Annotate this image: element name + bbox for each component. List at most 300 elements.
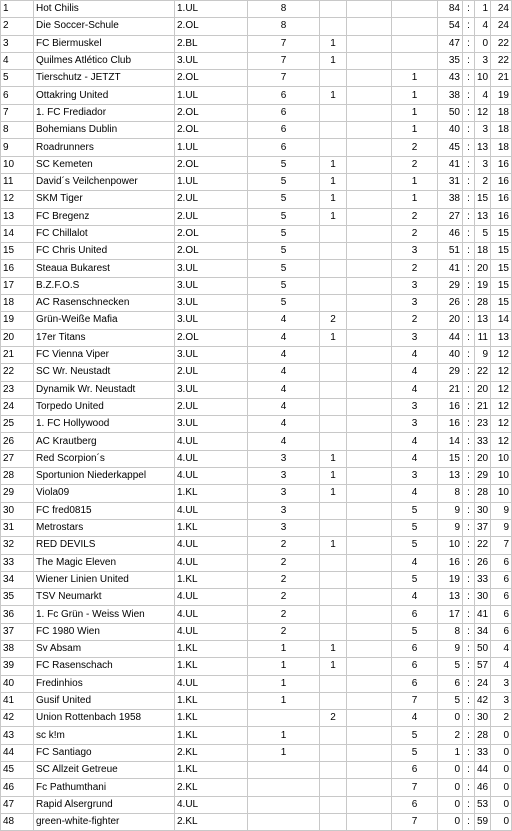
draws-cell (320, 623, 347, 640)
losses-cell: 2 (392, 260, 438, 277)
goals-against-cell: 28 (475, 295, 491, 312)
team-name-cell: Die Soccer-Schule (34, 18, 175, 35)
rank-cell: 21 (1, 346, 34, 363)
goals-against-cell: 18 (475, 243, 491, 260)
col6-cell (347, 312, 392, 329)
losses-cell: 3 (392, 416, 438, 433)
table-row (1, 329, 512, 346)
points-cell: 10 (491, 468, 512, 485)
team-name-cell: FC Chris United (34, 243, 175, 260)
goals-separator: : (463, 744, 475, 761)
league-cell: 2.KL (175, 813, 248, 830)
team-name-cell: green-white-fighter (34, 813, 175, 830)
points-cell: 16 (491, 208, 512, 225)
wins-cell: 2 (248, 623, 320, 640)
points-cell: 12 (491, 381, 512, 398)
wins-cell: 5 (248, 156, 320, 173)
draws-cell: 1 (320, 52, 347, 69)
points-cell: 15 (491, 295, 512, 312)
team-name-cell: Gusif United (34, 692, 175, 709)
team-name-cell: Quilmes Atlético Club (34, 52, 175, 69)
league-cell: 1.UL (175, 1, 248, 18)
standings-body (1, 1, 512, 831)
rank-cell: 23 (1, 381, 34, 398)
rank-cell: 19 (1, 312, 34, 329)
rank-cell: 12 (1, 191, 34, 208)
team-name-cell: FC Bregenz (34, 208, 175, 225)
goals-against-cell: 13 (475, 208, 491, 225)
goals-for-cell: 0 (438, 796, 463, 813)
wins-cell (248, 796, 320, 813)
goals-for-cell: 8 (438, 623, 463, 640)
goals-for-cell: 8 (438, 485, 463, 502)
goals-against-cell: 21 (475, 398, 491, 415)
goals-separator: : (463, 658, 475, 675)
draws-cell (320, 398, 347, 415)
draws-cell: 1 (320, 35, 347, 52)
team-name-cell: SC Kemeten (34, 156, 175, 173)
goals-against-cell: 24 (475, 675, 491, 692)
rank-cell: 27 (1, 450, 34, 467)
table-row (1, 779, 512, 796)
losses-cell: 3 (392, 329, 438, 346)
table-row (1, 796, 512, 813)
table-row (1, 485, 512, 502)
goals-against-cell: 11 (475, 329, 491, 346)
goals-against-cell: 28 (475, 485, 491, 502)
wins-cell: 6 (248, 87, 320, 104)
goals-against-cell: 4 (475, 87, 491, 104)
goals-for-cell: 47 (438, 35, 463, 52)
wins-cell: 5 (248, 243, 320, 260)
col6-cell (347, 381, 392, 398)
wins-cell: 2 (248, 554, 320, 571)
league-cell: 1.UL (175, 87, 248, 104)
table-row (1, 18, 512, 35)
wins-cell: 1 (248, 692, 320, 709)
wins-cell: 4 (248, 416, 320, 433)
losses-cell: 4 (392, 433, 438, 450)
col6-cell (347, 796, 392, 813)
table-row (1, 571, 512, 588)
col6-cell (347, 191, 392, 208)
losses-cell (392, 18, 438, 35)
losses-cell: 5 (392, 519, 438, 536)
draws-cell: 1 (320, 450, 347, 467)
draws-cell (320, 381, 347, 398)
points-cell: 21 (491, 70, 512, 87)
goals-separator: : (463, 606, 475, 623)
points-cell: 9 (491, 502, 512, 519)
col6-cell (347, 156, 392, 173)
losses-cell: 3 (392, 398, 438, 415)
league-cell: 1.KL (175, 710, 248, 727)
draws-cell: 1 (320, 87, 347, 104)
league-cell: 2.KL (175, 744, 248, 761)
wins-cell: 2 (248, 571, 320, 588)
goals-separator: : (463, 779, 475, 796)
goals-for-cell: 13 (438, 589, 463, 606)
losses-cell: 7 (392, 813, 438, 830)
league-cell: 2.OL (175, 104, 248, 121)
col6-cell (347, 70, 392, 87)
table-row (1, 156, 512, 173)
draws-cell (320, 744, 347, 761)
draws-cell (320, 104, 347, 121)
table-row (1, 260, 512, 277)
rank-cell: 47 (1, 796, 34, 813)
losses-cell: 4 (392, 710, 438, 727)
losses-cell: 5 (392, 502, 438, 519)
rank-cell: 11 (1, 173, 34, 190)
table-row (1, 537, 512, 554)
rank-cell: 4 (1, 52, 34, 69)
losses-cell: 6 (392, 762, 438, 779)
league-cell: 1.KL (175, 658, 248, 675)
draws-cell (320, 122, 347, 139)
league-cell: 2.UL (175, 208, 248, 225)
draws-cell (320, 502, 347, 519)
goals-against-cell: 9 (475, 346, 491, 363)
losses-cell: 5 (392, 744, 438, 761)
wins-cell: 3 (248, 450, 320, 467)
team-name-cell: FC Biermuskel (34, 35, 175, 52)
goals-separator: : (463, 70, 475, 87)
points-cell: 6 (491, 623, 512, 640)
goals-against-cell: 20 (475, 260, 491, 277)
team-name-cell: Hot Chilis (34, 1, 175, 18)
goals-for-cell: 10 (438, 537, 463, 554)
goals-for-cell: 0 (438, 779, 463, 796)
table-row (1, 692, 512, 709)
wins-cell: 1 (248, 675, 320, 692)
goals-against-cell: 10 (475, 70, 491, 87)
rank-cell: 29 (1, 485, 34, 502)
goals-against-cell: 44 (475, 762, 491, 779)
wins-cell: 6 (248, 104, 320, 121)
league-cell: 4.UL (175, 450, 248, 467)
wins-cell: 8 (248, 18, 320, 35)
table-row (1, 52, 512, 69)
losses-cell: 7 (392, 692, 438, 709)
rank-cell: 25 (1, 416, 34, 433)
goals-for-cell: 5 (438, 658, 463, 675)
rank-cell: 15 (1, 243, 34, 260)
points-cell: 22 (491, 35, 512, 52)
losses-cell: 3 (392, 295, 438, 312)
goals-separator: : (463, 675, 475, 692)
col6-cell (347, 87, 392, 104)
goals-separator: : (463, 295, 475, 312)
losses-cell: 4 (392, 364, 438, 381)
goals-against-cell: 4 (475, 18, 491, 35)
team-name-cell: 1. FC Frediador (34, 104, 175, 121)
table-row (1, 346, 512, 363)
table-row (1, 744, 512, 761)
goals-separator: : (463, 52, 475, 69)
col6-cell (347, 606, 392, 623)
wins-cell: 4 (248, 381, 320, 398)
goals-against-cell: 33 (475, 571, 491, 588)
points-cell: 6 (491, 589, 512, 606)
wins-cell: 3 (248, 502, 320, 519)
table-row (1, 554, 512, 571)
team-name-cell: Fc Pathumthani (34, 779, 175, 796)
goals-for-cell: 1 (438, 744, 463, 761)
wins-cell: 4 (248, 346, 320, 363)
goals-separator: : (463, 450, 475, 467)
rank-cell: 8 (1, 122, 34, 139)
table-row (1, 675, 512, 692)
wins-cell: 6 (248, 122, 320, 139)
league-cell: 4.UL (175, 589, 248, 606)
rank-cell: 20 (1, 329, 34, 346)
points-cell: 14 (491, 312, 512, 329)
table-row (1, 606, 512, 623)
losses-cell: 1 (392, 122, 438, 139)
league-cell: 1.KL (175, 692, 248, 709)
wins-cell: 1 (248, 744, 320, 761)
table-row (1, 173, 512, 190)
points-cell: 3 (491, 675, 512, 692)
goals-separator: : (463, 35, 475, 52)
table-row (1, 658, 512, 675)
goals-separator: : (463, 1, 475, 18)
goals-for-cell: 84 (438, 1, 463, 18)
goals-for-cell: 9 (438, 519, 463, 536)
wins-cell: 2 (248, 537, 320, 554)
wins-cell: 5 (248, 225, 320, 242)
goals-separator: : (463, 381, 475, 398)
league-cell: 1.UL (175, 139, 248, 156)
goals-for-cell: 14 (438, 433, 463, 450)
goals-against-cell: 30 (475, 710, 491, 727)
goals-separator: : (463, 225, 475, 242)
team-name-cell: FC fred0815 (34, 502, 175, 519)
col6-cell (347, 104, 392, 121)
league-cell: 2.UL (175, 398, 248, 415)
points-cell: 12 (491, 398, 512, 415)
losses-cell: 2 (392, 139, 438, 156)
col6-cell (347, 744, 392, 761)
goals-against-cell: 34 (475, 623, 491, 640)
rank-cell: 6 (1, 87, 34, 104)
draws-cell: 1 (320, 485, 347, 502)
team-name-cell: TSV Neumarkt (34, 589, 175, 606)
goals-for-cell: 40 (438, 346, 463, 363)
points-cell: 10 (491, 450, 512, 467)
goals-against-cell: 37 (475, 519, 491, 536)
losses-cell (392, 35, 438, 52)
draws-cell (320, 796, 347, 813)
league-cell: 3.UL (175, 295, 248, 312)
table-row (1, 312, 512, 329)
team-name-cell: The Magic Eleven (34, 554, 175, 571)
col6-cell (347, 139, 392, 156)
wins-cell: 1 (248, 658, 320, 675)
draws-cell (320, 18, 347, 35)
goals-against-cell: 13 (475, 139, 491, 156)
league-cell: 3.UL (175, 52, 248, 69)
league-cell: 3.UL (175, 277, 248, 294)
team-name-cell: SC Allzeit Getreue (34, 762, 175, 779)
table-row (1, 416, 512, 433)
rank-cell: 36 (1, 606, 34, 623)
wins-cell: 7 (248, 52, 320, 69)
team-name-cell: Fredinhios (34, 675, 175, 692)
goals-separator: : (463, 762, 475, 779)
col6-cell (347, 122, 392, 139)
league-cell: 4.UL (175, 554, 248, 571)
rank-cell: 31 (1, 519, 34, 536)
team-name-cell: B.Z.F.O.S (34, 277, 175, 294)
col6-cell (347, 519, 392, 536)
team-name-cell: Red Scorpion´s (34, 450, 175, 467)
losses-cell: 4 (392, 589, 438, 606)
col6-cell (347, 225, 392, 242)
goals-separator: : (463, 260, 475, 277)
table-row (1, 589, 512, 606)
league-cell: 2.OL (175, 225, 248, 242)
table-row (1, 208, 512, 225)
rank-cell: 33 (1, 554, 34, 571)
goals-for-cell: 51 (438, 243, 463, 260)
league-cell: 2.OL (175, 122, 248, 139)
losses-cell: 7 (392, 779, 438, 796)
col6-cell (347, 571, 392, 588)
wins-cell (248, 762, 320, 779)
league-cell: 1.KL (175, 485, 248, 502)
points-cell: 0 (491, 744, 512, 761)
goals-against-cell: 12 (475, 104, 491, 121)
losses-cell: 1 (392, 70, 438, 87)
col6-cell (347, 208, 392, 225)
col6-cell (347, 589, 392, 606)
points-cell: 22 (491, 52, 512, 69)
goals-for-cell: 46 (438, 225, 463, 242)
col6-cell (347, 468, 392, 485)
col6-cell (347, 727, 392, 744)
rank-cell: 34 (1, 571, 34, 588)
points-cell: 15 (491, 225, 512, 242)
points-cell: 16 (491, 156, 512, 173)
goals-separator: : (463, 277, 475, 294)
points-cell: 15 (491, 243, 512, 260)
rank-cell: 22 (1, 364, 34, 381)
goals-against-cell: 23 (475, 416, 491, 433)
goals-against-cell: 46 (475, 779, 491, 796)
team-name-cell: Sv Absam (34, 640, 175, 657)
goals-separator: : (463, 87, 475, 104)
wins-cell: 7 (248, 35, 320, 52)
team-name-cell: SKM Tiger (34, 191, 175, 208)
draws-cell (320, 571, 347, 588)
losses-cell: 2 (392, 312, 438, 329)
goals-for-cell: 16 (438, 398, 463, 415)
team-name-cell: David´s Veilchenpower (34, 173, 175, 190)
draws-cell (320, 364, 347, 381)
goals-against-cell: 0 (475, 35, 491, 52)
team-name-cell: Viola09 (34, 485, 175, 502)
goals-for-cell: 41 (438, 260, 463, 277)
table-row (1, 762, 512, 779)
table-row (1, 122, 512, 139)
draws-cell: 2 (320, 312, 347, 329)
draws-cell (320, 813, 347, 830)
losses-cell: 2 (392, 225, 438, 242)
losses-cell: 1 (392, 87, 438, 104)
goals-for-cell: 2 (438, 727, 463, 744)
rank-cell: 40 (1, 675, 34, 692)
league-cell: 3.UL (175, 346, 248, 363)
losses-cell: 4 (392, 485, 438, 502)
losses-cell: 4 (392, 346, 438, 363)
draws-cell (320, 295, 347, 312)
goals-separator: : (463, 537, 475, 554)
losses-cell: 3 (392, 243, 438, 260)
goals-against-cell: 33 (475, 744, 491, 761)
goals-for-cell: 54 (438, 18, 463, 35)
wins-cell: 4 (248, 329, 320, 346)
table-row (1, 87, 512, 104)
table-row (1, 813, 512, 830)
league-cell: 1.UL (175, 173, 248, 190)
team-name-cell: AC Krautberg (34, 433, 175, 450)
points-cell: 18 (491, 139, 512, 156)
team-name-cell: Union Rottenbach 1958 (34, 710, 175, 727)
rank-cell: 13 (1, 208, 34, 225)
points-cell: 3 (491, 692, 512, 709)
col6-cell (347, 277, 392, 294)
goals-for-cell: 43 (438, 70, 463, 87)
goals-separator: : (463, 243, 475, 260)
draws-cell (320, 692, 347, 709)
wins-cell: 5 (248, 173, 320, 190)
goals-separator: : (463, 692, 475, 709)
table-row (1, 468, 512, 485)
col6-cell (347, 329, 392, 346)
col6-cell (347, 554, 392, 571)
table-row (1, 70, 512, 87)
rank-cell: 1 (1, 1, 34, 18)
team-name-cell: Tierschutz - JETZT (34, 70, 175, 87)
goals-separator: : (463, 485, 475, 502)
league-cell: 1.KL (175, 640, 248, 657)
col6-cell (347, 450, 392, 467)
losses-cell: 2 (392, 208, 438, 225)
goals-separator: : (463, 398, 475, 415)
goals-for-cell: 6 (438, 675, 463, 692)
table-row (1, 104, 512, 121)
goals-against-cell: 33 (475, 433, 491, 450)
goals-for-cell: 44 (438, 329, 463, 346)
rank-cell: 16 (1, 260, 34, 277)
losses-cell: 6 (392, 796, 438, 813)
col6-cell (347, 710, 392, 727)
goals-for-cell: 0 (438, 813, 463, 830)
goals-for-cell: 9 (438, 502, 463, 519)
table-row (1, 225, 512, 242)
losses-cell: 5 (392, 537, 438, 554)
team-name-cell: 1. Fc Grün - Weiss Wien (34, 606, 175, 623)
rank-cell: 37 (1, 623, 34, 640)
goals-for-cell: 40 (438, 122, 463, 139)
goals-against-cell: 29 (475, 468, 491, 485)
table-row (1, 295, 512, 312)
rank-cell: 38 (1, 640, 34, 657)
losses-cell: 6 (392, 606, 438, 623)
league-cell: 3.UL (175, 381, 248, 398)
